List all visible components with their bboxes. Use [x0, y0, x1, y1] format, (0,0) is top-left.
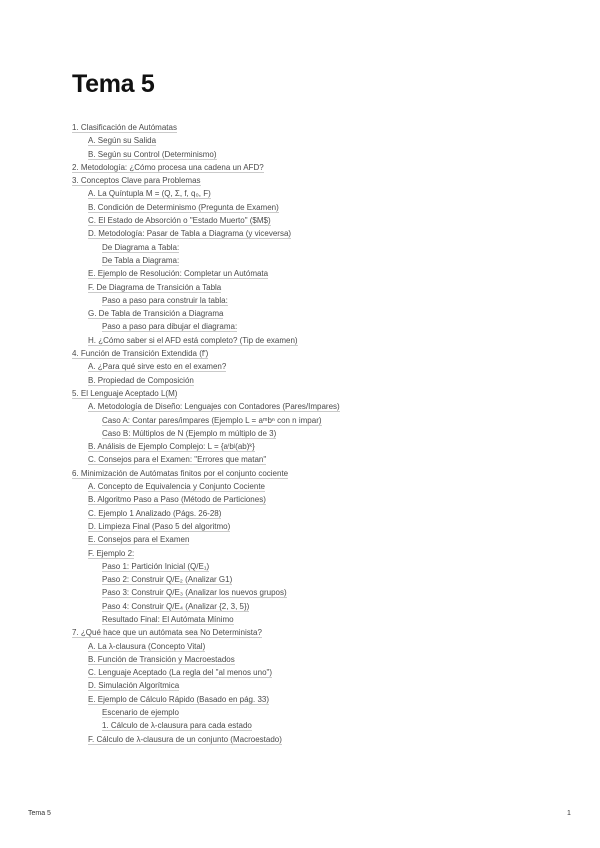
- toc-entry[interactable]: [72, 600, 542, 613]
- toc-entry[interactable]: [72, 307, 542, 320]
- toc-entry[interactable]: [72, 507, 542, 520]
- toc-entry-link[interactable]: C. El Estado de Absorción o "Estado Muerto" ($M$): [88, 216, 271, 226]
- toc-entry-link[interactable]: D. Limpieza Final (Paso 5 del algoritmo): [88, 521, 231, 531]
- toc-entry-link[interactable]: B. Condición de Determinismo (Pregunta de Examen): [88, 202, 279, 212]
- toc-entry-link[interactable]: B. Según su Control (Determinismo): [88, 149, 217, 159]
- toc-entry-link[interactable]: E. Ejemplo de Resolución: Completar un Autómata: [88, 269, 269, 279]
- toc-entry-link[interactable]: 5. El Lenguaje Aceptado L(M): [72, 388, 178, 398]
- toc-entry[interactable]: [72, 134, 542, 147]
- toc-entry-link[interactable]: Paso a paso para construir la tabla:: [102, 295, 228, 305]
- toc-entry-link[interactable]: A. Concepto de Equivalencia y Conjunto Cociente: [88, 482, 265, 492]
- toc-entry[interactable]: [72, 467, 542, 480]
- toc-entry-link[interactable]: A. La Quíntupla M = (Q, Σ, f, q₀, F): [88, 189, 211, 199]
- toc-entry[interactable]: [72, 320, 542, 333]
- toc-entry-link[interactable]: B. Análisis de Ejemplo Complejo: L = {aⁱbʲ(ab)ᵏ}: [88, 442, 255, 452]
- toc-entry-link[interactable]: G. De Tabla de Transición a Diagrama: [88, 309, 224, 319]
- toc-entry-link[interactable]: Paso 3: Construir Q/E₃ (Analizar los nuevos grupos): [102, 588, 287, 598]
- toc-entry-link[interactable]: F. De Diagrama de Transición a Tabla: [88, 282, 222, 292]
- toc-entry[interactable]: [72, 374, 542, 387]
- toc-entry[interactable]: [72, 706, 542, 719]
- toc-entry-link[interactable]: B. Algoritmo Paso a Paso (Método de Particiones): [88, 495, 266, 505]
- toc-entry[interactable]: [72, 719, 542, 732]
- toc-entry-link[interactable]: B. Propiedad de Composición: [88, 375, 194, 385]
- toc-entry-link[interactable]: H. ¿Cómo saber si el AFD está completo? (Tip de examen): [88, 335, 298, 345]
- page-title: Tema 5: [72, 70, 155, 98]
- toc-entry[interactable]: [72, 294, 542, 307]
- toc-entry[interactable]: [72, 440, 542, 453]
- toc-entry[interactable]: [72, 281, 542, 294]
- toc-entry-link[interactable]: A. La λ-clausura (Concepto Vital): [88, 641, 206, 651]
- footer-page-number: 1: [567, 810, 571, 817]
- toc-entry-link[interactable]: Caso B: Múltiplos de N (Ejemplo m múltiplo de 3): [102, 428, 277, 438]
- toc-entry[interactable]: [72, 148, 542, 161]
- toc-entry[interactable]: [72, 520, 542, 533]
- toc-entry[interactable]: [72, 267, 542, 280]
- toc-entry[interactable]: [72, 360, 542, 373]
- toc-entry[interactable]: [72, 679, 542, 692]
- toc-entry[interactable]: [72, 493, 542, 506]
- toc-entry-link[interactable]: Paso a paso para dibujar el diagrama:: [102, 322, 238, 332]
- toc-entry[interactable]: [72, 227, 542, 240]
- toc-entry-link[interactable]: 1. Clasificación de Autómatas: [72, 123, 177, 132]
- toc-entry[interactable]: [72, 400, 542, 413]
- toc-entry-link[interactable]: De Tabla a Diagrama:: [102, 255, 180, 265]
- toc-entry[interactable]: [72, 653, 542, 666]
- toc-entry-link[interactable]: Paso 4: Construir Q/E₄ (Analizar {2, 3, 5}): [102, 601, 250, 611]
- toc-entry[interactable]: [72, 586, 542, 599]
- toc-entry-link[interactable]: F. Ejemplo 2:: [88, 548, 135, 558]
- toc-entry-link[interactable]: 4. Función de Transición Extendida (f′): [72, 349, 209, 359]
- toc-entry[interactable]: [72, 480, 542, 493]
- toc-entry-link[interactable]: B. Función de Transición y Macroestados: [88, 654, 235, 664]
- toc-entry[interactable]: [72, 666, 542, 679]
- toc-entry-link[interactable]: 1. Cálculo de λ-clausura para cada estado: [102, 721, 252, 731]
- toc-entry-link[interactable]: 2. Metodología: ¿Cómo procesa una cadena un AFD?: [72, 162, 264, 172]
- toc-entry[interactable]: [72, 560, 542, 573]
- table-of-contents: [72, 121, 542, 746]
- toc-entry-link[interactable]: 7. ¿Qué hace que un autómata sea No Determinista?: [72, 628, 262, 638]
- toc-entry[interactable]: [72, 414, 542, 427]
- toc-entry[interactable]: [72, 334, 542, 347]
- toc-entry[interactable]: [72, 254, 542, 267]
- toc-entry-link[interactable]: 6. Minimización de Autómatas finitos por el conjunto cociente: [72, 468, 289, 478]
- toc-entry[interactable]: [72, 453, 542, 466]
- toc-entry-link[interactable]: A. Según su Salida: [88, 136, 157, 146]
- toc-entry-link[interactable]: C. Ejemplo 1 Analizado (Págs. 26-28): [88, 508, 222, 518]
- toc-entry[interactable]: [72, 693, 542, 706]
- toc-entry[interactable]: [72, 533, 542, 546]
- toc-entry[interactable]: [72, 640, 542, 653]
- toc-entry[interactable]: [72, 733, 542, 746]
- toc-entry-link[interactable]: E. Consejos para el Examen: [88, 535, 190, 545]
- toc-entry-link[interactable]: 3. Conceptos Clave para Problemas: [72, 176, 201, 186]
- toc-entry-link[interactable]: Paso 1: Partición Inicial (Q/E₁): [102, 561, 210, 571]
- toc-entry[interactable]: [72, 427, 542, 440]
- toc-entry-link[interactable]: De Diagrama a Tabla:: [102, 242, 180, 252]
- toc-entry-link[interactable]: E. Ejemplo de Cálculo Rápido (Basado en pág. 33): [88, 694, 269, 704]
- toc-entry-link[interactable]: Caso A: Contar pares/impares (Ejemplo L = aᵐbⁿ con n impar): [102, 415, 322, 425]
- footer-document-title: Tema 5: [28, 810, 51, 817]
- toc-entry[interactable]: [72, 347, 542, 360]
- toc-entry-link[interactable]: Paso 2: Construir Q/E₂ (Analizar G1): [102, 575, 233, 585]
- toc-entry[interactable]: [72, 387, 542, 400]
- toc-entry[interactable]: [72, 573, 542, 586]
- toc-entry-link[interactable]: D. Metodología: Pasar de Tabla a Diagrama (y viceversa): [88, 229, 292, 239]
- toc-entry-link[interactable]: Escenario de ejemplo: [102, 708, 179, 718]
- toc-entry-link[interactable]: A. Metodología de Diseño: Lenguajes con Contadores (Pares/Impares): [88, 402, 340, 412]
- toc-entry[interactable]: [72, 241, 542, 254]
- toc-entry[interactable]: [72, 161, 542, 174]
- toc-entry[interactable]: [72, 121, 542, 134]
- toc-entry-link[interactable]: C. Lenguaje Aceptado (La regla del "al menos uno"): [88, 668, 273, 678]
- toc-entry-link[interactable]: A. ¿Para qué sirve esto en el examen?: [88, 362, 227, 372]
- toc-entry[interactable]: [72, 626, 542, 639]
- toc-entry-link[interactable]: F. Cálculo de λ-clausura de un conjunto (Macroestado): [88, 734, 282, 744]
- toc-entry[interactable]: [72, 187, 542, 200]
- toc-entry-link[interactable]: Resultado Final: El Autómata Mínimo: [102, 614, 234, 624]
- toc-entry-link[interactable]: C. Consejos para el Examen: "Errores que matan": [88, 455, 267, 465]
- toc-entry[interactable]: [72, 214, 542, 227]
- toc-entry[interactable]: [72, 174, 542, 187]
- toc-entry[interactable]: [72, 613, 542, 626]
- toc-entry[interactable]: [72, 547, 542, 560]
- toc-entry[interactable]: [72, 201, 542, 214]
- toc-entry-link[interactable]: D. Simulación Algorítmica: [88, 681, 180, 691]
